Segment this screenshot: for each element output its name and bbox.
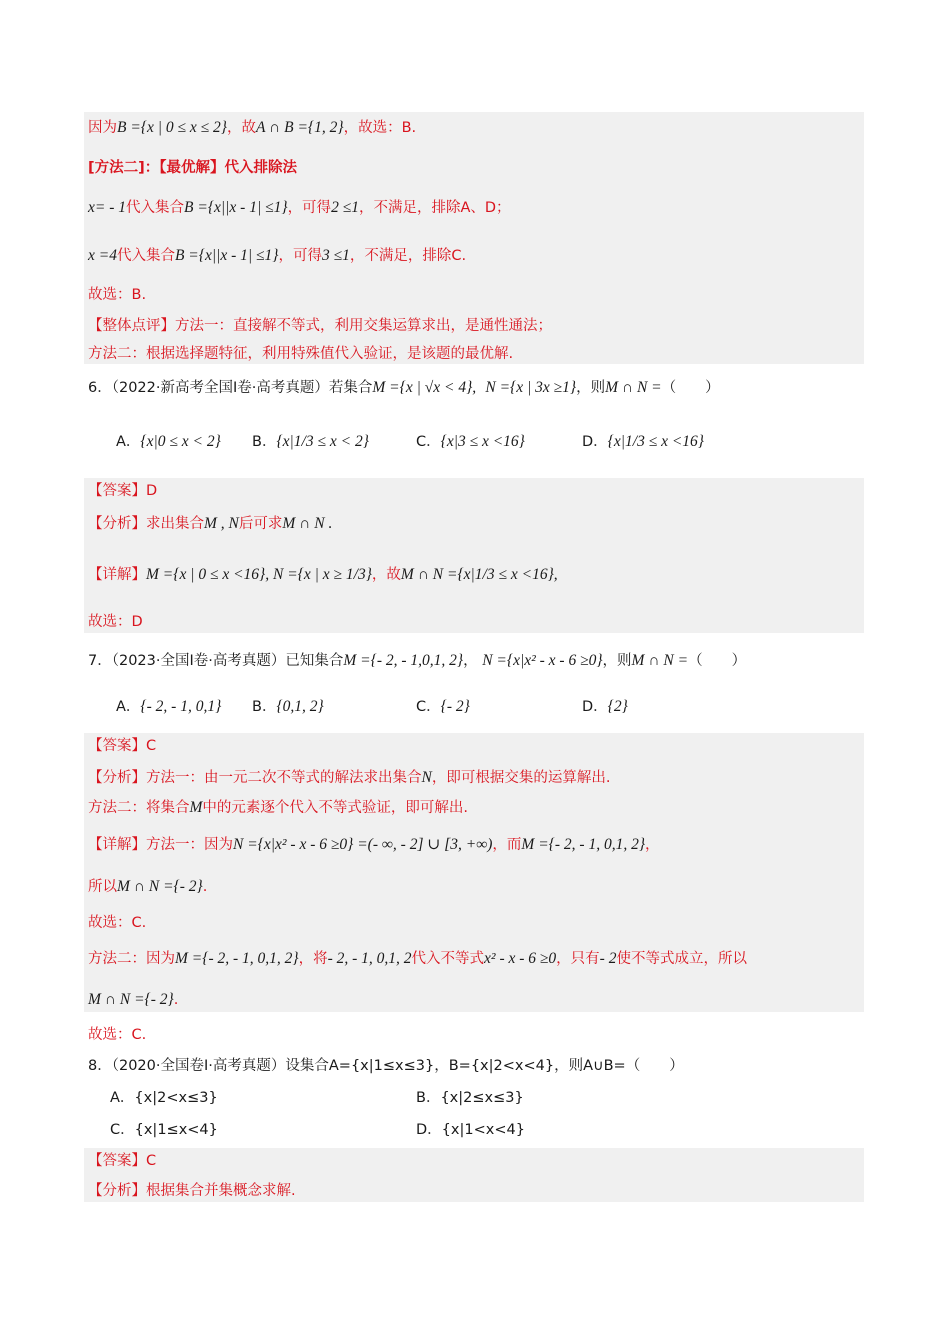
q6-stem	[88, 378, 720, 398]
q7-detail-2	[88, 877, 207, 897]
math: - 2, - 1, 0,1, 2	[327, 950, 412, 967]
text: 方法二：因为	[88, 951, 175, 967]
text: ，则	[554, 1058, 584, 1074]
q8-analysis	[88, 1181, 296, 1201]
math: M ∩ N ={- 2}	[88, 991, 174, 1008]
text: ，不满足，排除A、D；	[358, 200, 511, 216]
option-value: {x|1≤x<4}	[134, 1122, 218, 1138]
math: N	[421, 769, 432, 786]
tag: 【分析】	[88, 516, 146, 532]
math: M ={- 2, - 1, 0,1, 2}	[175, 950, 299, 967]
option-label: A．	[116, 434, 141, 450]
math: B ={x | 0 ≤ x ≤ 2}	[117, 119, 227, 136]
math: M	[189, 799, 203, 816]
text: 因为	[88, 120, 117, 136]
option-value: {0,1, 2}	[276, 698, 324, 715]
tag: 【详解】	[88, 837, 146, 853]
math: M ∩ N ={- 2}	[117, 878, 203, 895]
text: ，故选：B.	[343, 120, 417, 136]
math: M ∩ N .	[282, 515, 333, 532]
q7-answer	[88, 736, 156, 756]
option-label: B．	[416, 1090, 441, 1106]
set-b: B={x|2<x<4}	[448, 1058, 555, 1074]
math: A∪B=	[583, 1058, 626, 1074]
option-label: C．	[416, 699, 441, 715]
text: 【最优解】代入排除法	[159, 160, 298, 176]
answer-value: C	[146, 1153, 157, 1169]
q6-choose: 故选：D	[88, 614, 143, 630]
math: B ={x||x - 1| ≤1}	[184, 199, 288, 216]
text: ，可得	[287, 200, 332, 216]
text: 使不等式成立，所以	[616, 951, 747, 967]
text: （ ）	[625, 1058, 684, 1074]
q8-option-c[interactable]	[110, 1120, 218, 1140]
math: 3 ≤1	[322, 247, 350, 264]
text: （2022·新高考全国Ⅰ卷·高考真题）若集合	[111, 380, 373, 396]
text: ，	[463, 653, 478, 669]
q7-option-b[interactable]	[252, 697, 324, 717]
text: 所以	[88, 879, 117, 895]
q6-analysis	[88, 514, 332, 534]
q6-option-d[interactable]	[582, 432, 704, 452]
solution-block-q6	[84, 478, 864, 633]
q7-option-d[interactable]	[582, 697, 628, 717]
text: （2020·全国卷Ⅰ·高考真题）设集合	[111, 1058, 329, 1074]
q7-analysis-2	[88, 798, 468, 818]
text: （2023·全国Ⅰ卷·高考真题）已知集合	[111, 653, 344, 669]
text: 代入不等式	[411, 951, 485, 967]
option-value: {- 2, - 1, 0,1}	[140, 698, 222, 715]
text: 根据集合并集概念求解.	[146, 1183, 296, 1199]
answer-value: D	[146, 483, 158, 499]
q7-method2-line2	[88, 990, 178, 1010]
q6-answer	[88, 481, 157, 501]
option-value: {x|1<x<4}	[441, 1122, 525, 1138]
option-value: {- 2}	[440, 698, 470, 715]
text: ，只有	[556, 951, 600, 967]
q5-overall-comment: 【整体点评】方法一：直接解不等式，利用交集运算求出，是通性通法；	[88, 318, 552, 334]
text: [方法二]：	[88, 160, 160, 176]
q7-detail	[88, 835, 660, 855]
option-value: {x|1/3 ≤ x <16}	[607, 433, 704, 450]
text: .	[173, 992, 179, 1008]
math: x =4	[88, 247, 117, 264]
math: x² - x - 6 ≥0	[484, 950, 557, 967]
q5-choose: 故选：B.	[88, 287, 147, 303]
q8-stem	[88, 1056, 684, 1076]
tag: 【答案】	[88, 483, 146, 499]
text: 代入集合	[116, 248, 175, 264]
math: N ={x|x² - x - 6 ≥0} =(- ∞, - 2] ∪ [3, +∞)	[233, 836, 493, 853]
option-label: A．	[110, 1090, 135, 1106]
q6-detail	[88, 565, 558, 585]
text: （ ）	[661, 380, 720, 396]
text: ，则	[602, 653, 632, 669]
option-label: C．	[110, 1122, 135, 1138]
q5-line3	[88, 198, 511, 218]
question-number: 8．	[88, 1058, 112, 1074]
q7-option-a[interactable]	[116, 697, 221, 717]
math: M ={x | 0 ≤ x <16}, N ={x | x ≥ 1/3}	[146, 566, 372, 583]
q7-option-c[interactable]	[416, 697, 470, 717]
q8-answer	[88, 1151, 156, 1171]
option-value: {2}	[607, 698, 628, 715]
option-label: D．	[582, 434, 608, 450]
math: A ∩ B ={1, 2}	[255, 119, 344, 136]
q6-option-b[interactable]	[252, 432, 369, 452]
q7-analysis-1	[88, 768, 610, 788]
question-number: 7．	[88, 653, 112, 669]
math: M ∩ N =	[631, 652, 689, 669]
text: 中的元素逐个代入不等式验证，即可解出.	[202, 800, 469, 816]
q8-option-b[interactable]	[416, 1088, 524, 1108]
tag: 【分析】	[88, 1183, 146, 1199]
q8-option-a[interactable]	[110, 1088, 218, 1108]
text: 方法二：将集合	[88, 800, 190, 816]
math: x= - 1	[88, 199, 127, 216]
text: ，	[645, 837, 660, 853]
option-label: C．	[416, 434, 441, 450]
q5-line1	[88, 118, 416, 138]
tag: 【答案】	[88, 1153, 146, 1169]
q7-method2	[88, 949, 747, 969]
option-label: B．	[252, 699, 277, 715]
text: 方法一：由一元二次不等式的解法求出集合	[146, 770, 422, 786]
q7-choose-1: 故选：C.	[88, 915, 147, 931]
option-label: A．	[116, 699, 141, 715]
math: M ={- 2, - 1, 0,1, 2}	[521, 836, 646, 853]
text: 代入集合	[126, 200, 185, 216]
option-value: {x|1/3 ≤ x < 2}	[276, 433, 369, 450]
q7-choose-2: 故选：C.	[88, 1027, 147, 1043]
q6-option-c[interactable]	[416, 432, 525, 452]
q5-method2-heading	[88, 158, 297, 178]
text: ，而	[492, 837, 522, 853]
q8-option-d[interactable]	[416, 1120, 525, 1140]
q5-line4	[88, 246, 466, 266]
text: ，不满足，排除C.	[349, 248, 467, 264]
q6-option-a[interactable]	[116, 432, 221, 452]
text: 方法一：因为	[146, 837, 233, 853]
text: .	[202, 879, 208, 895]
math: N ={x | 3x ≥1}	[485, 379, 577, 396]
option-label: D．	[582, 699, 608, 715]
math: M ∩ N =	[605, 379, 662, 396]
tag: 【详解】	[88, 567, 146, 583]
text: （ ）	[688, 653, 747, 669]
option-value: {x|2<x≤3}	[134, 1090, 218, 1106]
text: ，则	[576, 380, 606, 396]
math: N ={x|x² - x - 6 ≥0}	[482, 652, 603, 669]
text: ，将	[298, 951, 328, 967]
text: ，即可根据交集的运算解出.	[431, 770, 611, 786]
text: 后可求	[238, 516, 283, 532]
option-value: {x|3 ≤ x <16}	[440, 433, 525, 450]
option-label: B．	[252, 434, 277, 450]
math: M ∩ N ={x|1/3 ≤ x <16},	[400, 566, 558, 583]
option-value: {x|0 ≤ x < 2}	[140, 433, 221, 450]
q7-stem	[88, 651, 746, 671]
text: ，故	[371, 567, 401, 583]
math: M ={- 2, - 1,0,1, 2}	[343, 652, 464, 669]
q5-method2-comment: 方法二：根据选择题特征，利用特殊值代入验证，是该题的最优解.	[88, 346, 514, 362]
option-label: D．	[416, 1122, 442, 1138]
math: - 2	[599, 950, 617, 967]
answer-value: C	[146, 738, 157, 754]
math: M , N	[204, 515, 239, 532]
question-number: 6．	[88, 380, 112, 396]
tag: 【答案】	[88, 738, 146, 754]
text: ，可得	[278, 248, 323, 264]
text: 求出集合	[146, 516, 204, 532]
option-value: {x|2≤x≤3}	[440, 1090, 524, 1106]
text: ，故	[226, 120, 256, 136]
math: 2 ≤1	[331, 199, 359, 216]
math: M ={x | √x < 4},	[372, 379, 477, 396]
math: B ={x||x - 1| ≤1}	[174, 247, 279, 264]
set-a: A={x|1≤x≤3}，	[328, 1058, 449, 1074]
tag: 【分析】	[88, 770, 146, 786]
